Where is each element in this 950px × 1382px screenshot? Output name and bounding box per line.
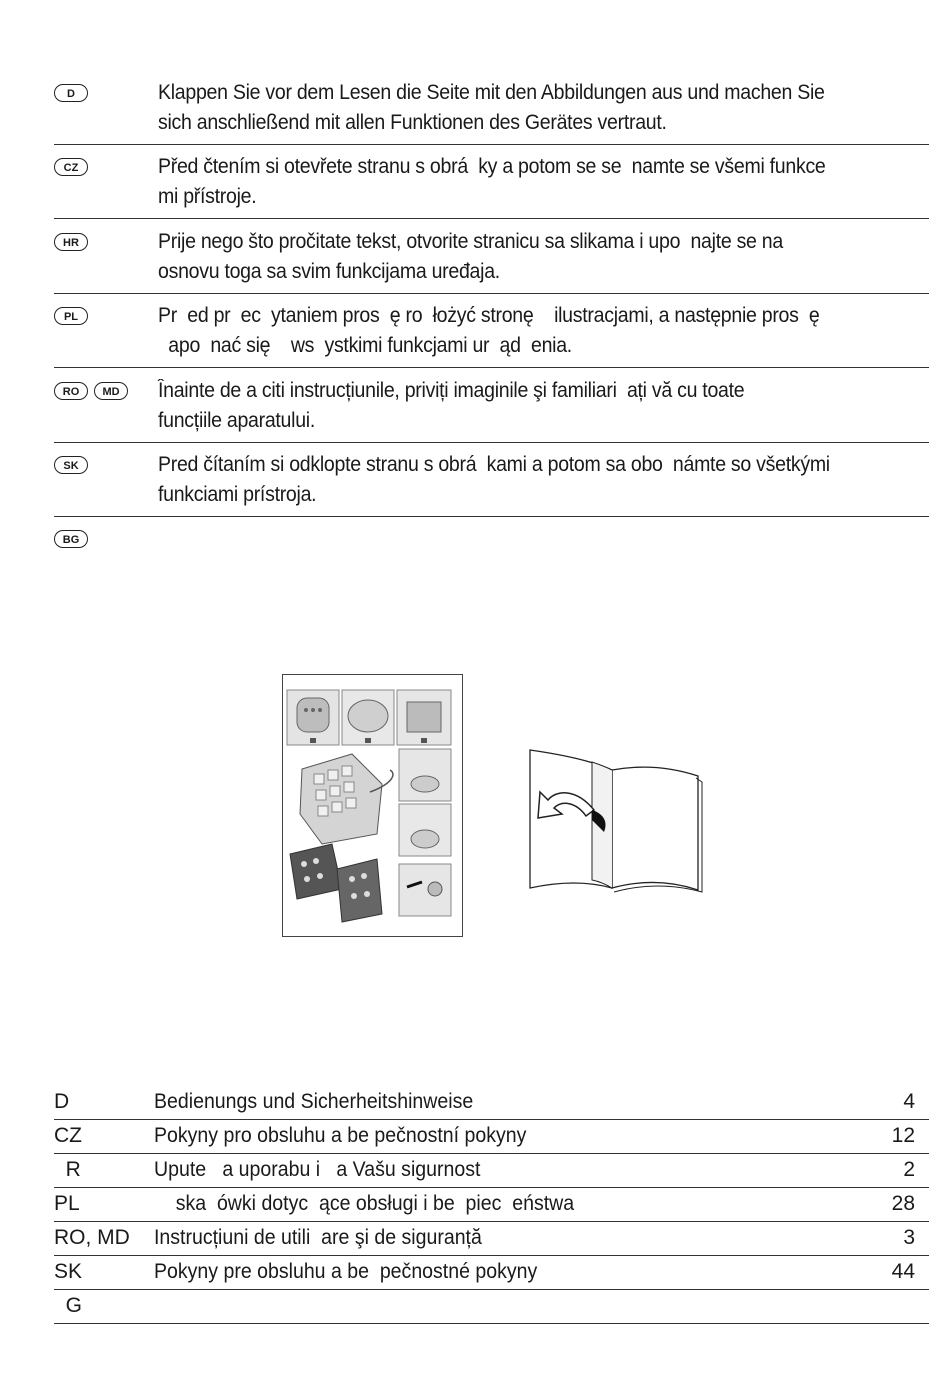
toc-code: G xyxy=(54,1294,83,1317)
open-book-fold-out-icon xyxy=(526,748,704,896)
toc-code: R xyxy=(54,1158,81,1181)
toc-code: CZ xyxy=(54,1124,82,1147)
toc-title: Pokyny pro obsluhu a be pečnostní pokyny xyxy=(154,1124,527,1147)
lang-block-pl xyxy=(54,301,929,368)
table-of-contents xyxy=(54,1086,929,1324)
lang-badge: SK xyxy=(54,456,88,474)
toc-page: 4 xyxy=(903,1090,915,1113)
lang-block-sk xyxy=(54,450,929,517)
toc-title: ska ówki dotyc ące obsługi i be piec eństwa xyxy=(154,1192,575,1215)
toc-code: SK xyxy=(54,1260,83,1283)
instruction-line: Klappen Sie vor dem Lesen die Seite mit den Abbildungen aus und machen Sie xyxy=(158,81,825,104)
instruction-line: Pred čítaním si odklopte stranu s obrá kami a potom sa obo námte so všetkými xyxy=(158,453,830,476)
instruction-line: funkciami prístroja. xyxy=(158,483,317,506)
toc-title: Pokyny pre obsluhu a be pečnostné pokyny xyxy=(154,1260,538,1283)
toc-row[interactable] xyxy=(54,1188,929,1222)
toc-row[interactable] xyxy=(54,1086,929,1120)
instruction-line: Před čtením si otevřete stranu s obrá ky a potom se se namte se všemi funkce xyxy=(158,155,826,178)
lang-badge: HR xyxy=(54,233,88,251)
toc-title: Instrucțiuni de utili are şi de siguranță xyxy=(154,1226,482,1249)
instruction-line: osnovu toga sa svim funkcijama uređaja. xyxy=(158,260,500,283)
instruction-line: Înainte de a citi instrucțiunile, priviți imaginile şi familiari ați vă cu toate xyxy=(158,379,745,402)
lang-block-hr xyxy=(54,227,929,294)
lang-badge: RO xyxy=(54,382,88,400)
toc-row[interactable] xyxy=(54,1256,929,1290)
lang-badge: CZ xyxy=(54,158,88,176)
lang-badge: D xyxy=(54,84,88,102)
toc-row[interactable] xyxy=(54,1154,929,1188)
toc-code: RO, MD xyxy=(54,1226,130,1249)
lang-badge: BG xyxy=(54,530,88,548)
instruction-line: mi přístroje. xyxy=(158,185,257,208)
instruction-line: funcțiile aparatului. xyxy=(158,409,315,432)
toc-title: Upute a uporabu i a Vašu sigurnost xyxy=(154,1158,481,1181)
toc-title: Bedienungs und Sicherheitshinweise xyxy=(154,1090,474,1113)
toc-row[interactable] xyxy=(54,1222,929,1256)
toc-page: 44 xyxy=(891,1260,915,1283)
toc-page: 3 xyxy=(903,1226,915,1249)
lang-block-ro-md xyxy=(54,376,929,443)
instruction-line: Pr ed pr ec ytaniem pros ę ro łożyć stronę ilustracjami, a następnie pros ę xyxy=(158,304,820,327)
lang-block-bg xyxy=(54,524,929,554)
lang-block-d xyxy=(54,78,929,145)
instruction-line: sich anschließend mit allen Funktionen des Gerätes vertraut. xyxy=(158,111,667,134)
toc-row[interactable] xyxy=(54,1120,929,1154)
toc-page: 12 xyxy=(891,1124,915,1147)
toc-code: PL xyxy=(54,1192,80,1215)
toc-code: D xyxy=(54,1090,70,1113)
instruction-line: apo nać się ws ystkimi funkcjami ur ąd enia. xyxy=(158,334,572,357)
lang-badge: MD xyxy=(94,382,128,400)
instruction-line: Prije nego što pročitate tekst, otvorite stranicu sa slikama i upo najte se na xyxy=(158,230,783,253)
toc-row[interactable] xyxy=(54,1290,929,1324)
toc-page: 28 xyxy=(891,1192,915,1215)
lang-block-cz xyxy=(54,152,929,219)
lang-badge: PL xyxy=(54,307,88,325)
toc-page: 2 xyxy=(903,1158,915,1181)
folded-illustration-page-icon xyxy=(282,674,463,937)
